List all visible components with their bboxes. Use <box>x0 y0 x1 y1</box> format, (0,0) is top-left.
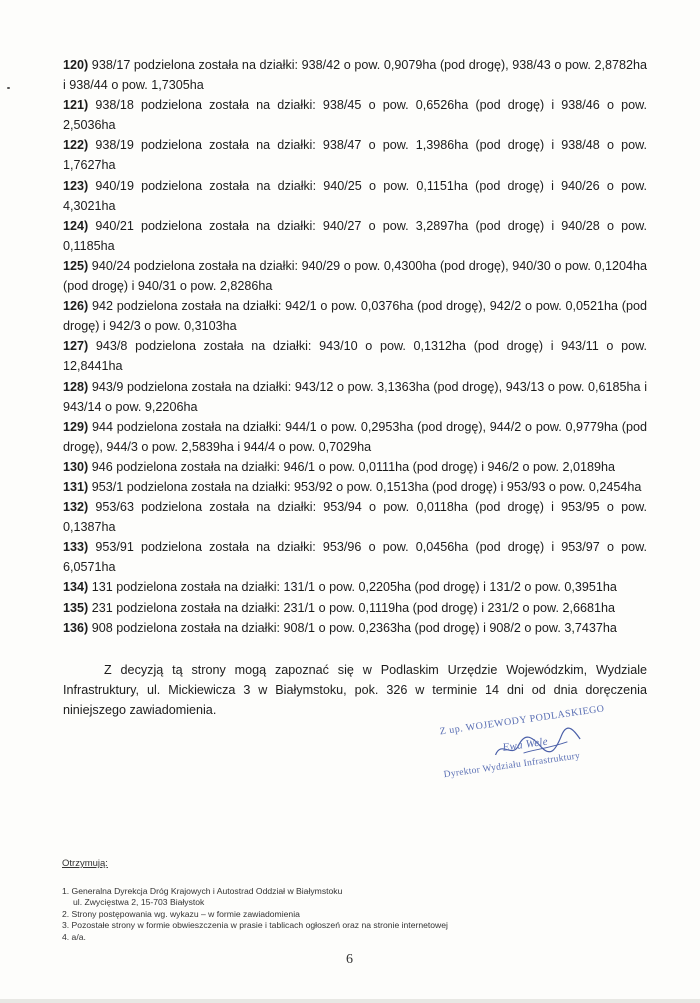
item-number: 131) <box>63 479 89 494</box>
item-text: 942 podzielona została na działki: 942/1 o pow. 0,0376ha (pod drogę), 942/2 o pow. 0,0521ha (pod drogę) i 942/3 o pow. 0,3103ha <box>63 299 647 334</box>
scan-edge <box>0 999 700 1003</box>
list-item <box>63 577 647 597</box>
item-number: 121) <box>63 98 89 113</box>
item-text: 953/91 podzielona została na działki: 953/96 o pow. 0,0456ha (pod drogę) i 953/97 o pow. 6,0571ha <box>63 540 647 575</box>
list-item <box>63 296 647 336</box>
item-number: 125) <box>63 258 89 273</box>
list-item <box>63 256 647 296</box>
item-text: 940/24 podzielona została na działki: 940/29 o pow. 0,4300ha (pod drogę), 940/30 o pow. 0,1204ha (pod drogę) i 940/31 o pow. 2,8286ha <box>63 258 647 294</box>
list-item <box>63 377 647 417</box>
item-text: 940/21 podzielona została na działki: 940/27 o pow. 3,2897ha (pod drogę) i 940/28 o pow. 0,1185ha <box>63 218 647 253</box>
list-item <box>63 477 647 497</box>
notice-paragraph: Z decyzją tą strony mogą zapoznać się w Podlaskim Urzędzie Wojewódzkim, Wydziale Infrastruktury, ul. Mickiewicza 3 w Białymstoku, pok. 326 w terminie 14 dni od dnia doręczenia niniejszego zawiadomienia. <box>63 663 647 718</box>
scan-speck <box>7 87 10 89</box>
recipients-section <box>62 858 522 943</box>
item-number: 130) <box>63 459 89 474</box>
list-item <box>63 55 647 95</box>
item-text: 131 podzielona została na działki: 131/1 o pow. 0,2205ha (pod drogę) i 131/2 o pow. 0,3951ha <box>88 580 617 595</box>
page-number: 6 <box>346 952 353 967</box>
item-number: 128) <box>63 379 89 394</box>
item-text: 944 podzielona została na działki: 944/1 o pow. 0,2953ha (pod drogę), 944/2 o pow. 0,9779ha (pod drogę), 944/3 o pow. 2,5839ha i 944/4 o pow. 0,7029ha <box>63 419 647 454</box>
list-item <box>63 417 647 457</box>
recipient-item: 3. Pozostałe strony w formie obwieszczenia w prasie i tablicach ogłoszeń oraz na stronie internetowej <box>62 920 448 930</box>
recipient-item: 1. Generalna Dyrekcja Dróg Krajowych i Autostrad Oddział w Białymstoku <box>62 885 343 896</box>
stamp-name: Ewa Wele <box>501 735 549 754</box>
list-item <box>63 537 647 577</box>
list-item <box>63 216 647 256</box>
item-text: 953/1 podzielona została na działki: 953/92 o pow. 0,1513ha (pod drogę) i 953/93 o pow. 0,2454ha <box>88 479 642 494</box>
item-number: 124) <box>63 218 89 233</box>
list-item <box>63 618 647 638</box>
item-number: 129) <box>63 419 89 434</box>
list-item <box>63 497 647 537</box>
item-number: 122) <box>63 138 89 153</box>
item-text: 953/63 podzielona została na działki: 953/94 o pow. 0,0118ha (pod drogę) i 953/95 o pow. 0,1387ha <box>63 500 647 535</box>
stamp-authority-line: Z up. WOJEWODY PODLASKIEGO <box>439 703 606 738</box>
stamp-title-line: Dyrektor Wydziału Infrastruktury <box>443 751 581 781</box>
item-number: 127) <box>63 339 89 354</box>
item-text: 938/19 podzielona została na działki: 938/47 o pow. 1,3986ha (pod drogę) i 938/48 o pow. 1,7627ha <box>63 138 647 173</box>
item-number: 136) <box>63 620 89 635</box>
parcel-division-list <box>63 55 647 638</box>
item-text: 938/17 podzielona została na działki: 938/42 o pow. 0,9079ha (pod drogę), 938/43 o pow. 2,8782ha i 938/44 o pow. 1,7305ha <box>63 58 647 93</box>
list-item <box>63 598 647 618</box>
list-item <box>63 176 647 216</box>
recipients-heading: Otrzymują: <box>62 858 108 869</box>
item-number: 135) <box>63 600 89 615</box>
item-number: 126) <box>63 299 89 314</box>
recipient-item: 2. Strony postępowania wg. wykazu – w formie zawiadomienia <box>62 908 300 919</box>
item-text: 943/8 podzielona została na działki: 943/10 o pow. 0,1312ha (pod drogę) i 943/11 o pow. 12,8441ha <box>63 339 647 374</box>
item-number: 120) <box>63 58 89 72</box>
item-text: 908 podzielona została na działki: 908/1 o pow. 0,2363ha (pod drogę) i 908/2 o pow. 3,7437ha <box>88 620 617 635</box>
list-item <box>63 457 647 477</box>
recipient-address: ul. Zwycięstwa 2, 15-703 Białystok <box>73 897 205 907</box>
recipient-item: 4. a/a. <box>62 931 86 942</box>
item-text: 943/9 podzielona została na działki: 943/12 o pow. 3,1363ha (pod drogę), 943/13 o pow. 0,6185ha i 943/14 o pow. 9,2206ha <box>63 379 647 414</box>
item-number: 133) <box>63 540 89 555</box>
item-text: 946 podzielona została na działki: 946/1 o pow. 0,0111ha (pod drogę) i 946/2 o pow. 2,0189ha <box>88 459 615 474</box>
item-text: 938/18 podzielona została na działki: 938/45 o pow. 0,6526ha (pod drogę) i 938/46 o pow. 2,5036ha <box>63 98 647 133</box>
item-number: 134) <box>63 580 89 595</box>
list-item <box>63 135 647 175</box>
list-item <box>63 336 647 376</box>
item-text: 940/19 podzielona została na działki: 940/25 o pow. 0,1151ha (pod drogę) i 940/26 o pow. 4,3021ha <box>63 178 647 213</box>
item-number: 123) <box>63 178 89 193</box>
list-item <box>63 95 647 135</box>
item-text: 231 podzielona została na działki: 231/1 o pow. 0,1119ha (pod drogę) i 231/2 o pow. 2,6681ha <box>88 600 615 615</box>
item-number: 132) <box>63 500 89 515</box>
